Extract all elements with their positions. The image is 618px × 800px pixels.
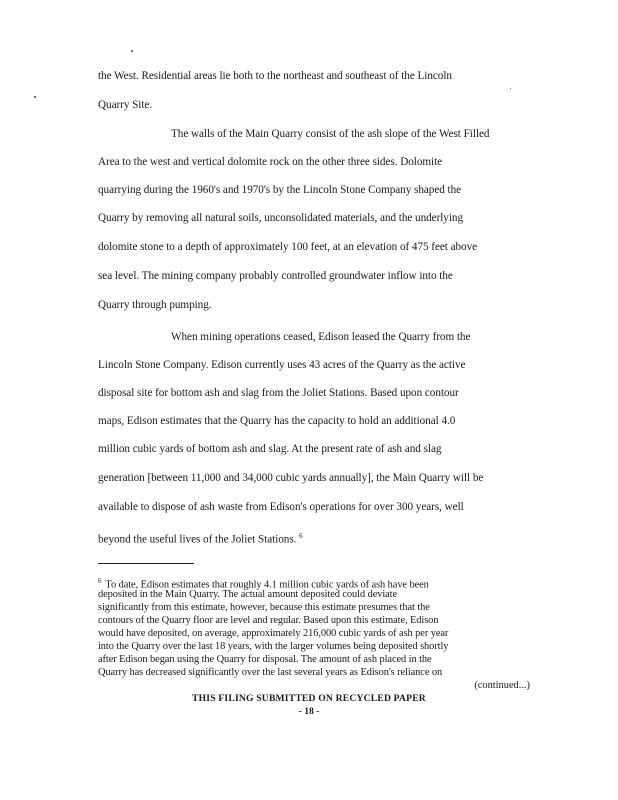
body-line: When mining operations ceased, Edison leased the Quarry from the bbox=[171, 331, 471, 343]
footnote-line: deposited in the Main Quarry. The actual amount deposited could deviate bbox=[98, 589, 398, 600]
footnote-line: into the Quarry over the last 18 years, with the larger volumes being deposited shortly bbox=[98, 641, 449, 652]
body-line: Area to the west and vertical dolomite rock on the other three sides. Dolomite bbox=[98, 156, 443, 168]
footnote-line: significantly from this estimate, however, because this estimate presumes that the bbox=[98, 602, 430, 613]
body-line bbox=[98, 529, 303, 547]
footnote-line: after Edison began using the Quarry for disposal. The amount of ash placed in the bbox=[98, 654, 432, 665]
scan-speck bbox=[510, 88, 511, 89]
body-line: available to dispose of ash waste from Edison's operations for over 300 years, well bbox=[98, 501, 464, 513]
body-line: Quarry through pumping. bbox=[98, 299, 212, 311]
footnote-line: contours of the Quarry floor are level and regular. Based upon this estimate, Edison bbox=[98, 615, 439, 626]
footnote-line: Quarry has decreased significantly over the last several years as Edison's reliance on bbox=[98, 667, 443, 678]
footnote-reference[interactable]: 6 bbox=[299, 532, 303, 540]
body-line-text: beyond the useful lives of the Joliet Stations. bbox=[98, 533, 297, 546]
footnote-text: To date, Edison estimates that roughly 4.1 million cubic yards of ash have been bbox=[105, 579, 429, 591]
scan-speck bbox=[131, 50, 133, 52]
page-number: - 18 - bbox=[298, 706, 320, 717]
body-line: sea level. The mining company probably controlled groundwater inflow into the bbox=[98, 270, 453, 282]
body-line: the West. Residential areas lie both to the northeast and southeast of the Lincoln bbox=[98, 70, 452, 82]
body-line: Quarry by removing all natural soils, unconsolidated materials, and the underlying bbox=[98, 212, 463, 224]
continued-marker: (continued...) bbox=[474, 680, 530, 691]
recycled-paper-notice: THIS FILING SUBMITTED ON RECYCLED PAPER bbox=[192, 693, 426, 704]
body-line: disposal site for bottom ash and slag from the Joliet Stations. Based upon contour bbox=[98, 387, 459, 399]
body-line: quarrying during the 1960's and 1970's by the Lincoln Stone Company shaped the bbox=[98, 184, 462, 196]
body-line: dolomite stone to a depth of approximately 100 feet, at an elevation of 475 feet above bbox=[98, 241, 478, 253]
body-line: generation [between 11,000 and 34,000 cubic yards annually], the Main Quarry will be bbox=[98, 472, 484, 484]
body-line: The walls of the Main Quarry consist of the ash slope of the West Filled bbox=[171, 128, 490, 140]
body-line: maps, Edison estimates that the Quarry has the capacity to hold an additional 4.0 bbox=[98, 415, 456, 427]
body-line: Lincoln Stone Company. Edison currently uses 43 acres of the Quarry as the active bbox=[98, 359, 466, 371]
body-line: million cubic yards of bottom ash and slag. At the present rate of ash and slag bbox=[98, 443, 442, 455]
footnote-separator bbox=[98, 563, 194, 564]
body-line: Quarry Site. bbox=[98, 99, 153, 111]
footnote-marker: 6 bbox=[98, 577, 102, 585]
footnote-line: would have deposited, on average, approximately 216,000 cubic yards of ash per year bbox=[98, 628, 449, 639]
scan-speck bbox=[34, 96, 36, 98]
